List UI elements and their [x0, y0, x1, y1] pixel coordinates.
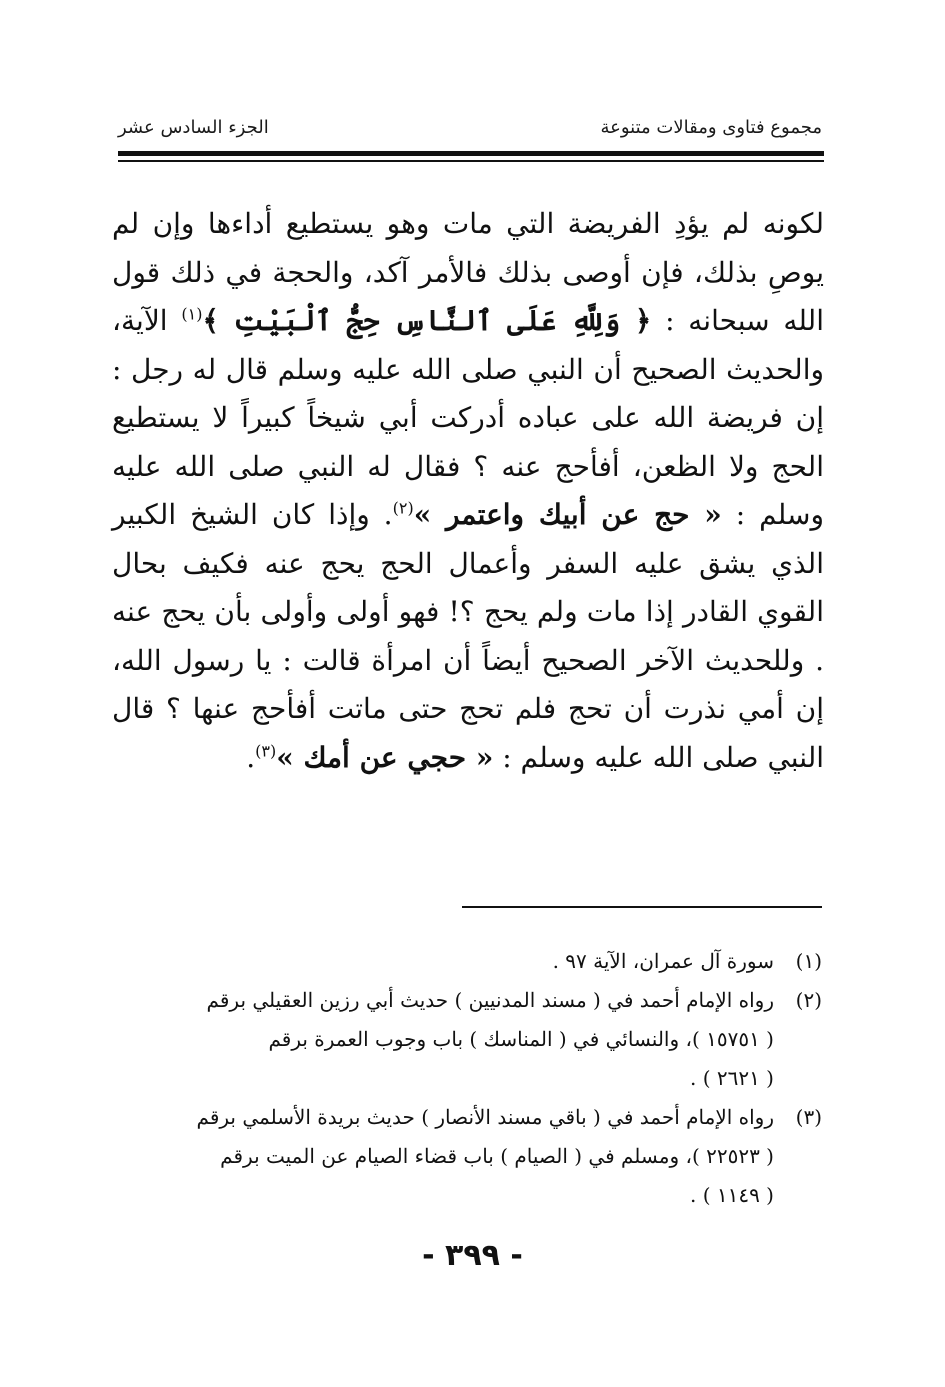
- footnote-number: (٢): [795, 988, 822, 1012]
- main-paragraph: [112, 200, 824, 782]
- footnote-line: رواه الإمام أحمد في ( باقي مسند الأنصار ) حديث بريدة الأسلمي برقم: [196, 1105, 774, 1129]
- footnote-line: ( ١١٤٩ ) .: [689, 1183, 774, 1207]
- paragraph-text-3: . وإذا كان الشيخ الكبير الذي يشق عليه السفر وأعمال الحج يحج عنه فكيف بحال القوي القادر إذا مات ولم يحج ؟! فهو أولى وأولى بأن يحج عنه . وللحديث الآخر الصحيح أيضاً أن امرأة قالت : يا رسول الله، إن أمي نذرت أن تحج فلم تحج حتى ماتت أفأحج عنها ؟ قال النبي صلى الله عليه وسلم :: [112, 498, 824, 774]
- hadith-quote-2: « حجي عن أمك »: [276, 740, 494, 774]
- page-number: - ٣٩٩ -: [422, 1238, 523, 1273]
- paragraph-text-2: الآية، والحديث الصحيح أن النبي صلى الله عليه وسلم قال له رجل : إن فريضة الله على عباده أدركت أبي شيخاً كبيراً لا يستطيع الحج ولا الظعن، أفأحج عنه ؟ فقال له النبي صلى الله عليه وسلم :: [112, 304, 824, 531]
- header-rule-thin: [118, 160, 824, 162]
- volume-label: الجزء السادس عشر: [118, 116, 269, 138]
- footnote-line: سورة آل عمران، الآية ٩٧ .: [552, 949, 774, 973]
- footnote-line: ( ٢٢٥٢٣ )، ومسلم في ( الصيام ) باب قضاء الصيام عن الميت برقم: [220, 1144, 774, 1168]
- paragraph-text-1: لكونه لم يؤدِ الفريضة التي مات وهو يستطيع أداءها وإن لم يوصِ بذلك، فإن أوصى بذلك فالأمر آكد، والحجة في ذلك قول الله سبحانه :: [112, 207, 824, 337]
- footnote-ref-1: (١): [181, 304, 203, 324]
- footnotes: [112, 942, 822, 1215]
- footnote-line: رواه الإمام أحمد في ( مسند المدنيين ) حديث أبي رزين العقيلي برقم: [206, 988, 774, 1012]
- quran-verse: ﴿ وَلِلَّهِ عَلَى ٱلنَّاسِ حِجُّ ٱلْبَيْتِ ﴾: [202, 304, 652, 337]
- header-rule-thick: [118, 151, 824, 156]
- footnote-number: (٣): [795, 1105, 822, 1129]
- book-title: مجموع فتاوى ومقالات متنوعة: [600, 116, 822, 138]
- footnote-line: ( ٢٦٢١ ) .: [689, 1066, 774, 1090]
- footnote-number: (١): [795, 949, 822, 973]
- running-header: [118, 112, 822, 142]
- footnote-text: [112, 942, 774, 981]
- footnote-ref-2: (٢): [392, 498, 414, 518]
- footnote-item: [112, 1098, 822, 1215]
- footnote-item: [112, 981, 822, 1098]
- footnote-text: [112, 981, 774, 1098]
- hadith-quote-1: « حج عن أبيك واعتمر »: [413, 498, 722, 531]
- footnote-item: [112, 942, 822, 981]
- footnote-ref-3: (٣): [255, 741, 277, 761]
- footnote-separator: [462, 906, 822, 908]
- footnote-line: ( ١٥٧٥١ )، والنسائي في ( المناسك ) باب وجوب العمرة برقم: [268, 1027, 774, 1051]
- paragraph-text-4: .: [246, 740, 256, 774]
- footnote-text: [112, 1098, 774, 1215]
